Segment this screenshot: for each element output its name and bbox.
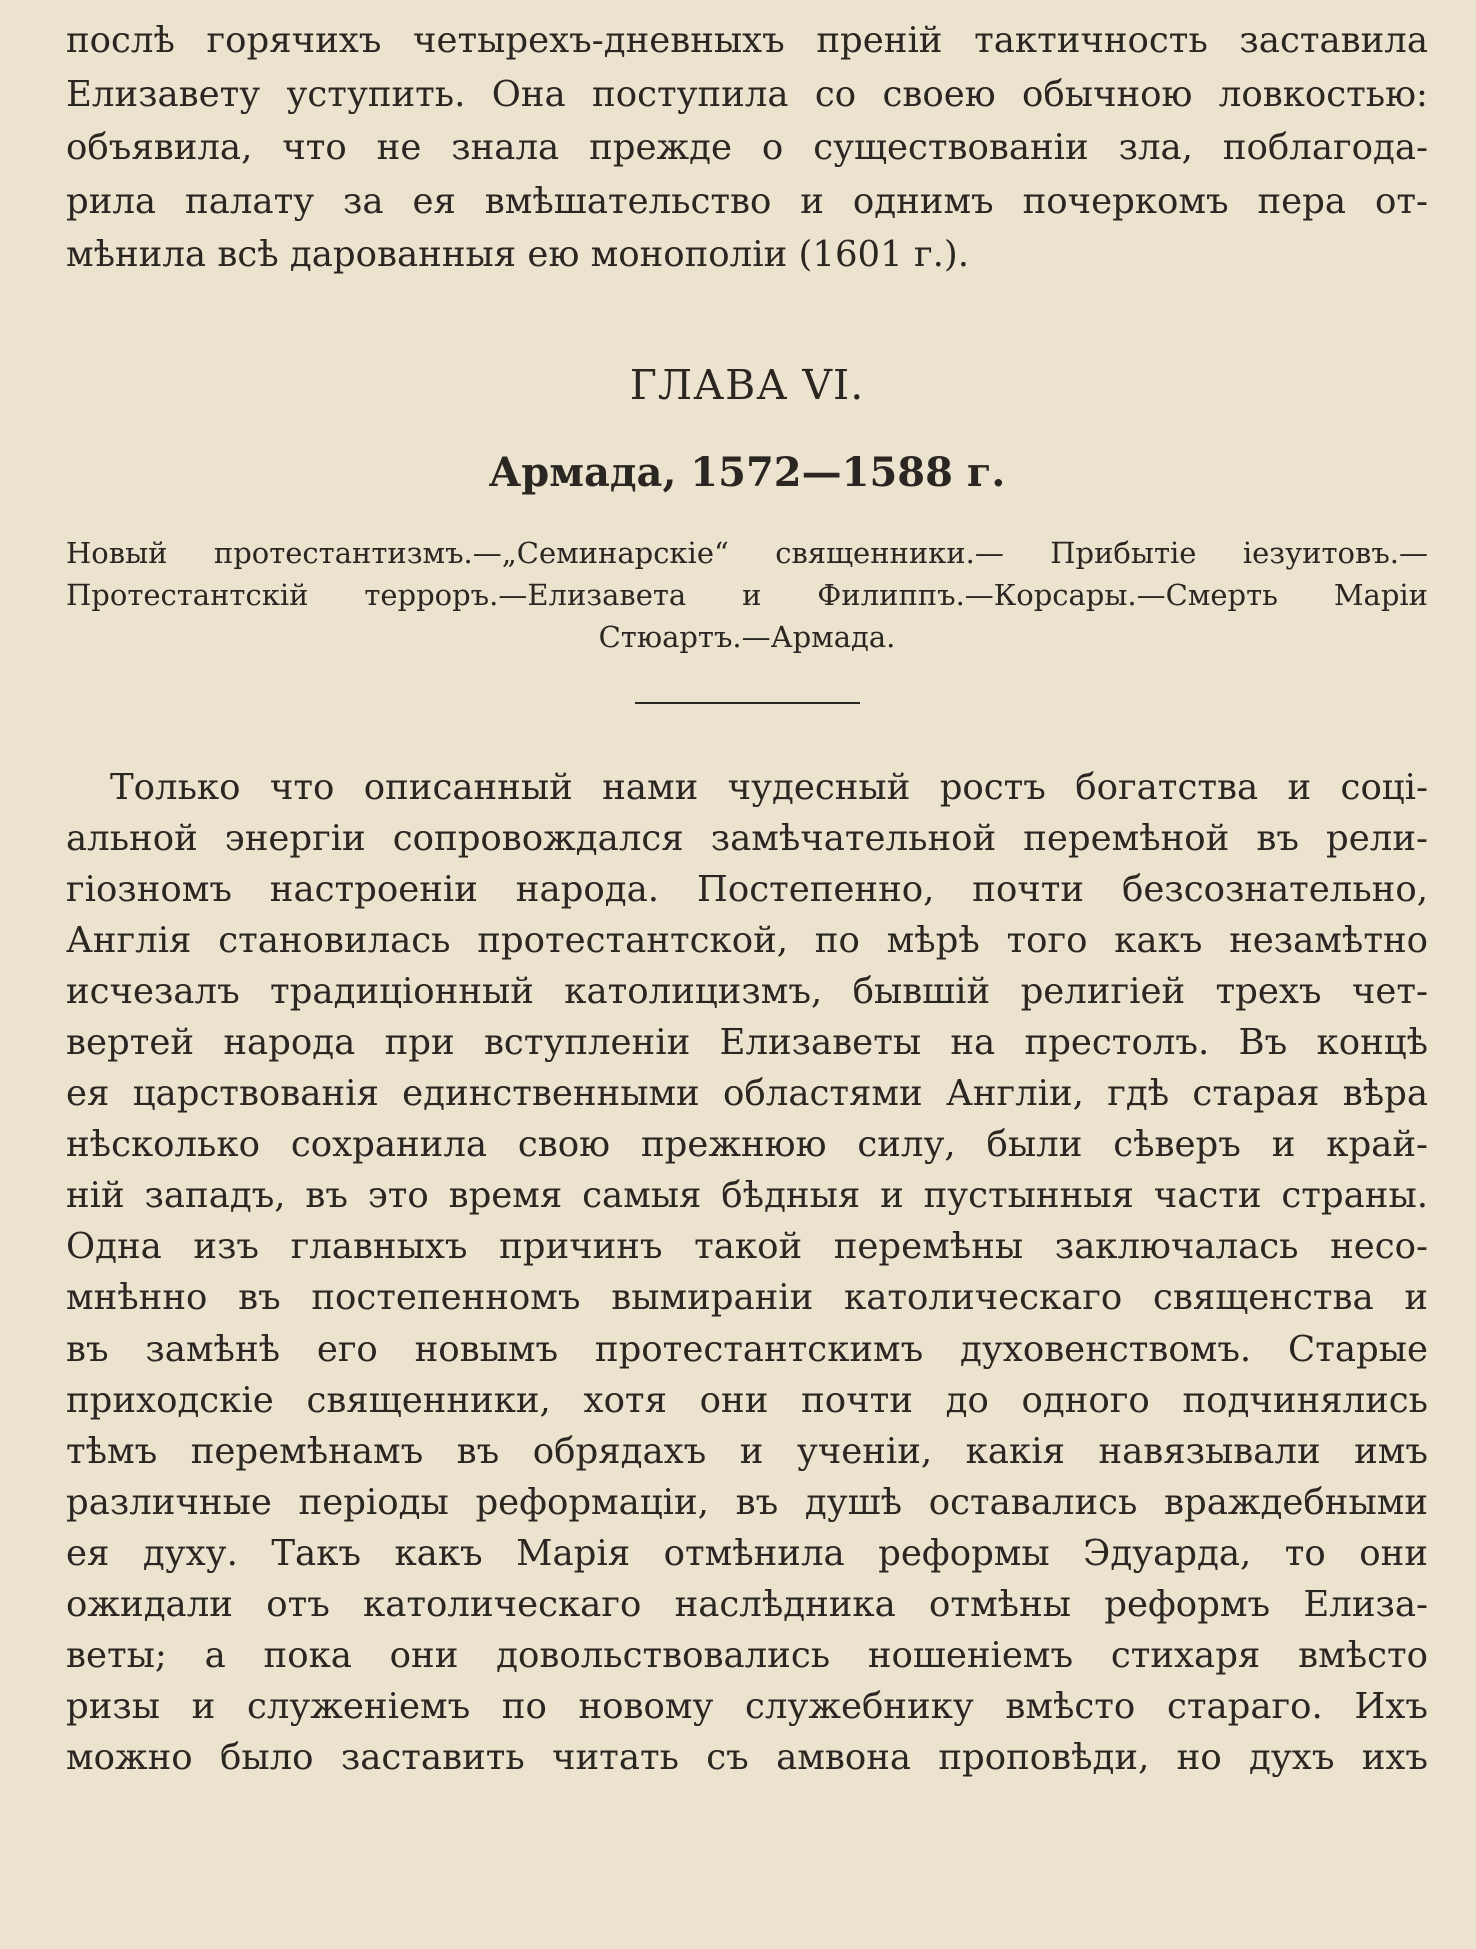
text-line: мѣнила всѣ дарованныя ею монополіи (1601 г.). bbox=[66, 234, 970, 275]
section-divider bbox=[635, 702, 860, 704]
summary-line: Новый протестантизмъ.—„Семинарскіе“ священники.— Прибытіе іезуитовъ.— bbox=[66, 535, 1428, 570]
text-line: объявила, что не знала прежде о существованіи зла, поблагода- bbox=[66, 127, 1428, 168]
text-line: въ замѣнѣ его новымъ протестантскимъ духовенствомъ. Старые bbox=[66, 1328, 1428, 1370]
text-line: Англія становилась протестантской, по мѣрѣ того какъ незамѣтно bbox=[66, 919, 1428, 961]
text-line: ея духу. Такъ какъ Марія отмѣнила реформы Эдуарда, то они bbox=[66, 1532, 1428, 1574]
text-line: ризы и служеніемъ по новому служебнику вмѣсто стараго. Ихъ bbox=[66, 1686, 1428, 1728]
text-line: исчезалъ традиціонный католицизмъ, бывшій религіей трехъ чет- bbox=[66, 970, 1428, 1012]
text-line: послѣ горячихъ четырехъ-дневныхъ преній тактичность заставила bbox=[66, 20, 1428, 61]
text-line: можно было заставить читать съ амвона проповѣди, но духъ ихъ bbox=[66, 1737, 1428, 1779]
text-line: Одна изъ главныхъ причинъ такой перемѣны заключалась несо- bbox=[66, 1226, 1428, 1268]
text-line: альной энергіи сопровождался замѣчательной перемѣной въ рели- bbox=[66, 817, 1428, 859]
text-line: рила палату за ея вмѣшательство и однимъ почеркомъ пера от- bbox=[66, 180, 1428, 222]
text-line: нѣсколько сохранила свою прежнюю силу, были сѣверъ и край- bbox=[66, 1124, 1428, 1166]
text-line: ея царствованія единственными областями Англіи, гдѣ старая вѣра bbox=[66, 1073, 1428, 1115]
text-line: вертей народа при вступленіи Елизаветы на престолъ. Въ концѣ bbox=[66, 1021, 1428, 1063]
text-line: различные періоды реформаціи, въ душѣ оставались враждебными bbox=[66, 1481, 1428, 1523]
chapter-title: ГЛАВА VI. bbox=[629, 360, 865, 409]
text-line: мнѣнно въ постепенномъ вымираніи католическаго священства и bbox=[66, 1277, 1428, 1319]
chapter-summary bbox=[66, 532, 1428, 658]
text-line: Только что описанный нами чудесный ростъ богатства и соці- bbox=[110, 766, 1428, 808]
text-line: Елизавету уступить. Она поступила со своею обычною ловкостью: bbox=[66, 73, 1428, 115]
summary-line: Протестантскій терроръ.—Елизавета и Филиппъ.—Корсары.—Смерть Маріи bbox=[66, 577, 1428, 612]
top-paragraph bbox=[66, 14, 1428, 282]
text-line: приходскіе священники, хотя они почти до одного подчинялись bbox=[66, 1379, 1428, 1421]
body-paragraph bbox=[66, 762, 1428, 1784]
text-line: ній западъ, въ это время самыя бѣдныя и пустынныя части страны. bbox=[66, 1175, 1428, 1217]
text-line: тѣмъ перемѣнамъ въ обрядахъ и ученіи, какія навязывали имъ bbox=[66, 1430, 1428, 1472]
text-line: гіозномъ настроеніи народа. Постепенно, почти безсознательно, bbox=[66, 868, 1428, 910]
chapter-subtitle: Армада, 1572—1588 г. bbox=[488, 448, 1006, 496]
text-line: веты; а пока они довольствовались ношеніемъ стихаря вмѣсто bbox=[66, 1635, 1428, 1677]
summary-line: Стюартъ.—Армада. bbox=[598, 619, 896, 654]
text-line: ожидали отъ католическаго наслѣдника отмѣны реформъ Елиза- bbox=[66, 1584, 1428, 1625]
